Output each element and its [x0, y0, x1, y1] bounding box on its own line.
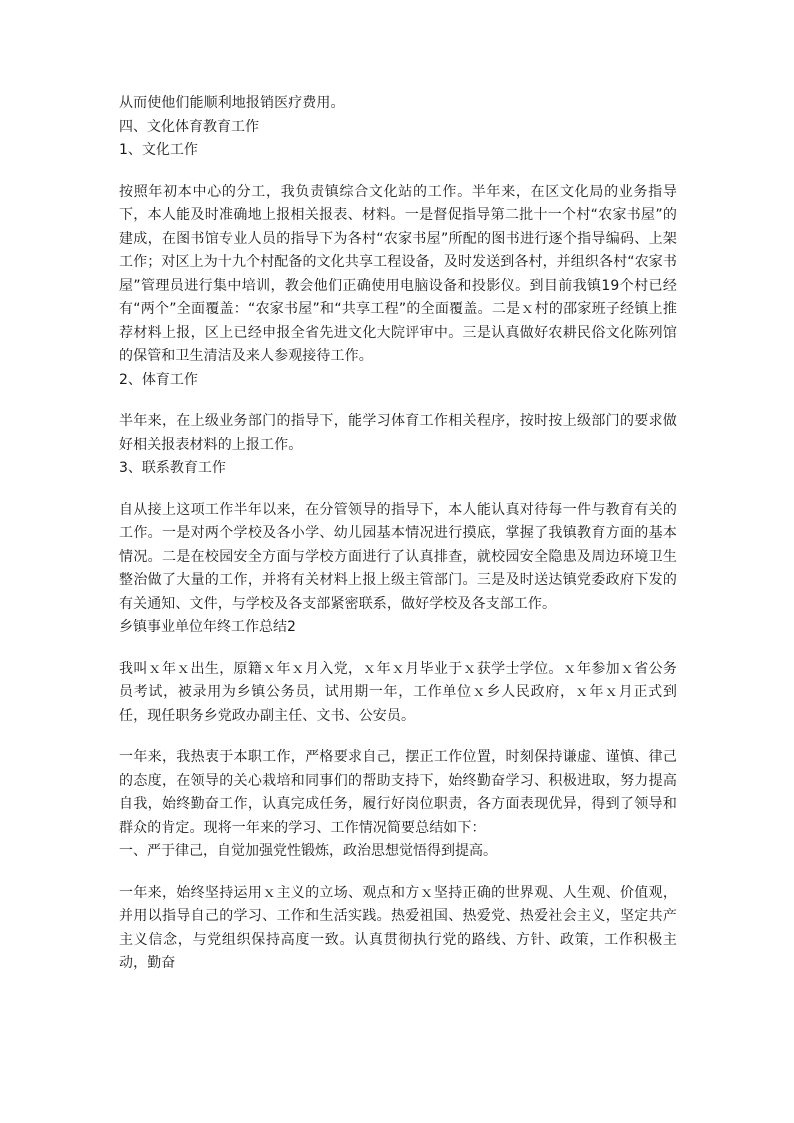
paragraph: 自从接上这项工作半年以来，在分管领导的指导下，本人能认真对待每一件与教育有关的工作。一是对两个学校及各小学、幼儿园基本情况进行摸底，掌握了我镇教育方面的基本情况。二是在校园安全方面与学校方面进行了认真排查，就校园安全隐患及周边环境卫生整治做了大量的工作，并将有关材料上报上级主管部门。三是及时送达镇党委政府下发的有关通知、文件，与学校及各支部紧密联系，做好学校及各支部工作。 — [119, 501, 677, 612]
paragraph: 一年来，始终坚持运用ｘ主义的立场、观点和方ｘ坚持正确的世界观、人生观、价值观，并用以指导自己的学习、工作和生活实践。热爱祖国、热爱党、热爱社会主义，坚定共产主义信念，与党组织保持高度一致。认真贯彻执行党的路线、方针、政策，工作积极主动，勤奋 — [119, 884, 677, 971]
paragraph: 我叫ｘ年ｘ出生，原籍ｘ年ｘ月入党，ｘ年ｘ月毕业于ｘ获学士学位。ｘ年参加ｘ省公务员考试，被录用为乡镇公务员，试用期一年，工作单位ｘ乡人民政府，ｘ年ｘ月正式到任，现任职务乡党政办副主任、文书、公安员。 — [119, 660, 677, 724]
subsection-heading: 3、联系教育工作 — [119, 460, 226, 476]
document-page — [119, 92, 677, 976]
paragraph: 从而使他们能顺利地报销医疗费用。 — [119, 95, 345, 111]
paragraph: 一年来，我热衷于本职工作，严格要求自己，摆正工作位置，时刻保持谦虚、谨慎、律己的态度，在领导的关心栽培和同事们的帮助支持下，始终勤奋学习、积极进取，努力提高自我，始终勤奋工作，认真完成任务，履行好岗位职责，各方面表现优异，得到了领导和群众的肯定。现将一年来的学习、工作情况简要总结如下： — [119, 749, 677, 836]
section-heading: 四、文化体育教育工作 — [119, 118, 259, 135]
paragraph: 半年来，在上级业务部门的指导下，能学习体育工作相关程序，按时按上级部门的要求做好相关报表材料的上报工作。 — [119, 413, 677, 453]
section-heading: 一、严于律己，自觉加强党性锻炼，政治思想觉悟得到提高。 — [119, 843, 497, 859]
document-title: 乡镇事业单位年终工作总结2 — [119, 619, 296, 635]
subsection-heading: 1、文化工作 — [119, 142, 198, 158]
paragraph: 按照年初本中心的分工，我负责镇综合文化站的工作。半年来，在区文化局的业务指导下，本人能及时准确地上报相关报表、材料。一是督促指导第二批十一个村“农家书屋”的建成，在图书馆专业人员的指导下为各村“农家书屋”所配的图书进行逐个指导编码、上架工作；对区上为十九个村配备的文化共享工程设备，及时发送到各村，并组织各村“农家书屋”管理员进行集中培训，教会他们正确使用电脑设备和投影仪。到目前我镇19个村已经有“两个”全面覆盖：“农家书屋”和“共享工程”的全面覆盖。二是ｘ村的邵家班子经镇上推荐材料上报，区上已经申报全省先进文化大院评审中。三是认真做好农耕民俗文化陈列馆的保管和卫生清洁及来人参观接待工作。 — [119, 183, 677, 364]
subsection-heading: 2、体育工作 — [119, 371, 198, 388]
